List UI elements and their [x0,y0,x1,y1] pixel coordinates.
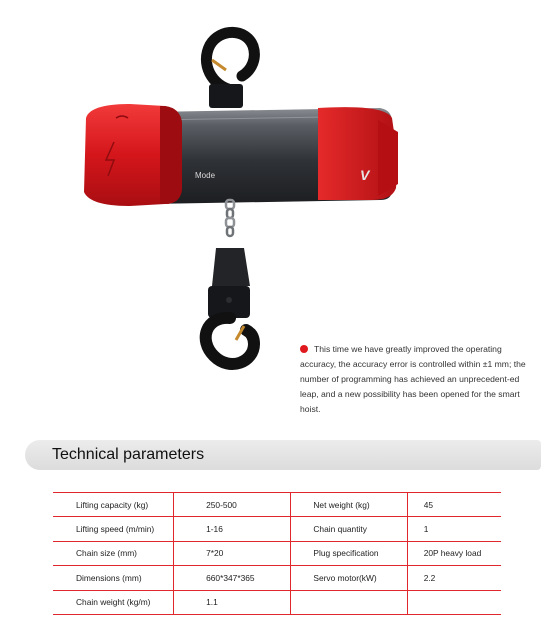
brand-label: Mode [195,171,216,180]
param-label: Lifting speed (m/min) [53,517,174,541]
table-row [53,590,501,614]
section-title: Technical parameters [52,446,205,463]
description-text: This time we have greatly improved the operating accuracy, the accuracy error is controlled within ±1 mm; the number of programming has achieved an unprecedent-ed leap, and a new possibility has been opened for the smart hoist. [300,344,526,414]
table-row [53,493,501,517]
bottom-hook [206,248,254,364]
param-value: 1 [407,517,501,541]
param-label: Net weight (kg) [291,493,407,517]
chain [226,200,234,236]
param-value: 660*347*365 [174,566,291,590]
param-value: 7*20 [174,541,291,565]
param-label: Chain size (mm) [53,541,174,565]
model-mark: V [360,167,370,183]
param-label: Servo motor(kW) [291,566,407,590]
param-value: 45 [407,493,501,517]
param-label: Chain weight (kg/m) [53,590,174,614]
param-value: 2.2 [407,566,501,590]
param-label: Chain quantity [291,517,407,541]
param-value: 250-500 [174,493,291,517]
section-banner [25,440,541,470]
param-value: 20P heavy load [407,541,501,565]
top-hook [206,32,254,108]
param-label: Lifting capacity (kg) [53,493,174,517]
technical-parameters-table [53,492,501,615]
bullet-icon [300,345,308,353]
hoist-body [84,104,398,206]
product-description [300,342,535,417]
param-value: 1.1 [174,590,291,614]
param-value: 1-16 [174,517,291,541]
table-row [53,566,501,590]
param-label: Dimensions (mm) [53,566,174,590]
table-row [53,541,501,565]
chain-hoist-image [75,20,405,390]
param-value [407,590,501,614]
param-label [291,590,407,614]
param-label: Plug specification [291,541,407,565]
table-row [53,517,501,541]
